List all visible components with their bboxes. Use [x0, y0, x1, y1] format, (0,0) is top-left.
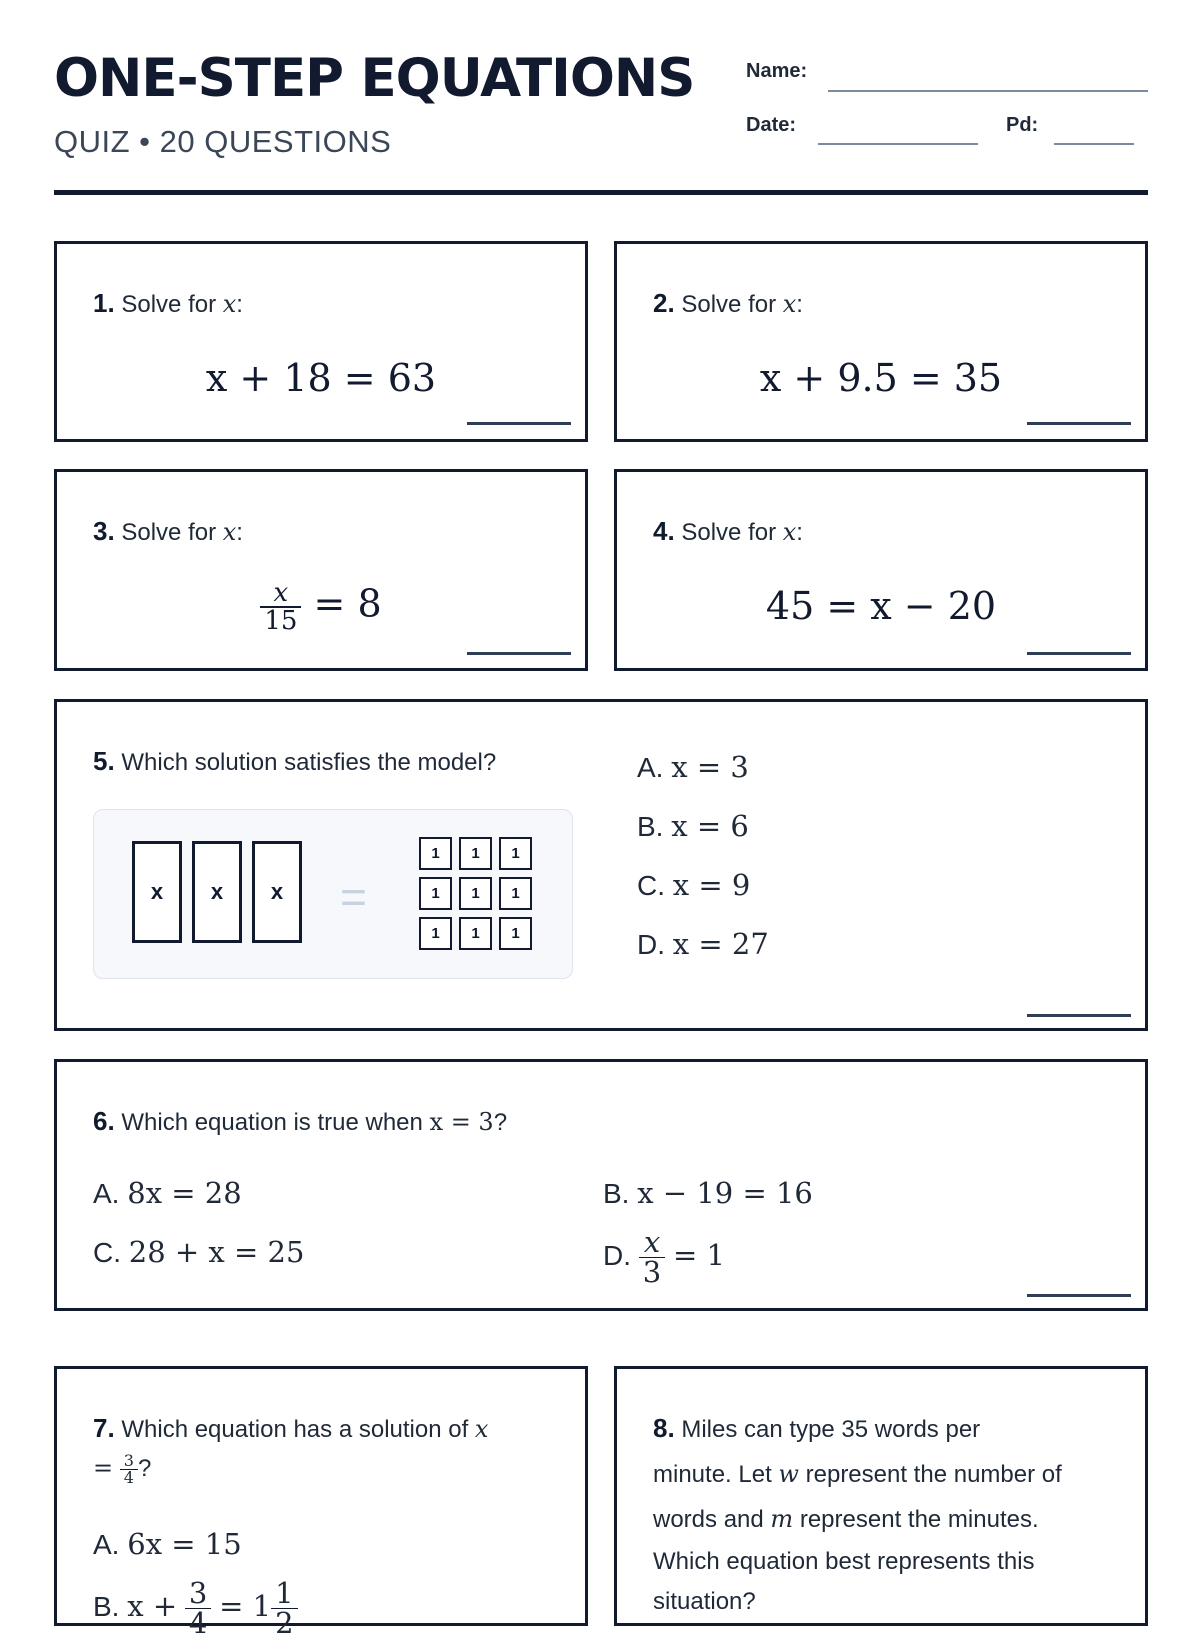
answer-line[interactable] [467, 422, 571, 425]
question-number: 5. [93, 746, 115, 776]
option-value: 28 + x = 25 [128, 1235, 305, 1269]
word-problem [653, 1406, 1133, 1622]
prompt-text: Solve for [121, 519, 217, 546]
option-value: = 1 [673, 1237, 725, 1272]
prompt-colon: : [236, 519, 243, 546]
condition: x = 3 [429, 1108, 494, 1136]
variable-m: m [770, 1505, 794, 1533]
question-card-2 [614, 241, 1148, 442]
question-number: 3. [93, 516, 115, 546]
option-letter: A. [637, 752, 664, 783]
question-mark: ? [493, 1109, 508, 1136]
question-prompt [653, 288, 803, 319]
option-letter: B. [637, 811, 664, 842]
option-value: x = 3 [671, 750, 749, 784]
option-value: 6x = 15 [127, 1527, 242, 1561]
period-label: Pd: [1006, 114, 1039, 136]
question-prompt [93, 746, 496, 777]
answer-line[interactable] [1027, 1014, 1131, 1017]
question-card-3 [54, 469, 588, 671]
option-a[interactable] [637, 750, 749, 784]
prompt-text: Solve for [681, 519, 777, 546]
option-letter: A. [93, 1178, 120, 1209]
question-prompt [93, 288, 243, 319]
unit-tile: 1 [419, 837, 452, 870]
option-value: x = 9 [672, 868, 751, 902]
fraction [260, 580, 301, 634]
equation [57, 580, 585, 634]
variable: x [222, 290, 237, 318]
answer-line[interactable] [1027, 422, 1131, 425]
fraction [185, 1576, 211, 1640]
date-label: Date: [746, 114, 797, 136]
prompt-colon: : [236, 291, 243, 318]
option-value: x = 6 [671, 809, 749, 843]
algebra-tile-model [93, 809, 573, 979]
word-problem-line [653, 1497, 1133, 1542]
variable: x [474, 1415, 489, 1443]
question-card-5 [54, 699, 1148, 1031]
prompt-colon: : [796, 519, 803, 546]
variable: x [782, 518, 797, 546]
unit-tile: 1 [459, 877, 492, 910]
variable: x [222, 518, 237, 546]
question-prompt [93, 516, 243, 547]
page-subtitle: QUIZ • 20 QUESTIONS [54, 124, 392, 159]
equation [57, 356, 585, 400]
option-letter: C. [637, 870, 665, 901]
header-divider [54, 190, 1148, 195]
date-field[interactable] [818, 143, 978, 145]
question-number: 8. [653, 1413, 675, 1443]
unit-tile: 1 [499, 877, 532, 910]
question-number: 4. [653, 516, 675, 546]
fraction-numerator: x [639, 1228, 665, 1258]
question-number: 2. [653, 288, 675, 318]
question-card-8 [614, 1366, 1148, 1626]
question-card-1 [54, 241, 588, 442]
option-letter: D. [603, 1239, 631, 1271]
question-prompt [93, 1413, 488, 1444]
option-a[interactable] [93, 1176, 242, 1210]
mixed-fraction [271, 1576, 297, 1640]
unit-tile: 1 [499, 837, 532, 870]
question-prompt [93, 1106, 507, 1137]
line-text: situation? [653, 1588, 756, 1615]
equation-text: 45 = x − 20 [765, 584, 997, 628]
fraction-numerator: 1 [271, 1579, 297, 1609]
answer-line[interactable] [467, 652, 571, 655]
answer-line[interactable] [1027, 652, 1131, 655]
question-prompt-continued [93, 1453, 151, 1486]
name-label: Name: [746, 60, 808, 82]
question-card-4 [614, 469, 1148, 671]
period-field[interactable] [1054, 143, 1134, 145]
option-letter: C. [93, 1237, 121, 1268]
option-letter: B. [603, 1178, 630, 1209]
line-text: Which equation best represents this [653, 1548, 1035, 1575]
page-title: ONE-STEP EQUATIONS [54, 48, 695, 109]
fraction-denominator: 4 [188, 1606, 208, 1640]
option-b[interactable] [603, 1176, 813, 1210]
equation-text: x + 18 = 63 [205, 356, 437, 400]
question-number: 6. [93, 1106, 115, 1136]
option-letter: B. [93, 1590, 120, 1622]
line-text: represent the minutes. [799, 1506, 1039, 1533]
variable-w: w [778, 1460, 799, 1488]
option-value: = 1 [219, 1588, 272, 1623]
prompt-text: Which equation has a solution of [121, 1416, 469, 1443]
x-tile: x [132, 841, 182, 943]
prompt-text: Which solution satisfies the model? [121, 749, 497, 776]
name-field[interactable] [828, 90, 1148, 92]
unit-tile: 1 [499, 917, 532, 950]
question-mark: ? [137, 1454, 152, 1482]
equation [617, 356, 1145, 400]
x-tile: x [192, 841, 242, 943]
option-d[interactable] [637, 927, 769, 961]
fraction-numerator: 3 [185, 1579, 211, 1609]
fraction [120, 1453, 138, 1486]
fraction-denominator: 3 [642, 1255, 662, 1289]
prompt-text: Solve for [121, 291, 217, 318]
option-b[interactable] [93, 1576, 298, 1640]
unit-tile: 1 [459, 917, 492, 950]
line-text: represent the number of [805, 1461, 1062, 1488]
fraction [639, 1225, 665, 1289]
word-problem-line [653, 1542, 1133, 1582]
fraction-numerator: x [260, 580, 301, 608]
unit-tile: 1 [419, 917, 452, 950]
answer-line[interactable] [1027, 1294, 1131, 1297]
option-value: x − 19 = 16 [637, 1176, 813, 1210]
equals-sign: = [93, 1453, 114, 1482]
question-card-6 [54, 1059, 1148, 1311]
option-b[interactable] [637, 809, 749, 843]
unit-tile: 1 [419, 877, 452, 910]
prompt-colon: : [796, 291, 803, 318]
option-value: x = 27 [672, 927, 769, 961]
option-letter: D. [637, 929, 665, 960]
x-tile: x [252, 841, 302, 943]
option-value: x + [127, 1588, 178, 1623]
word-problem-line [653, 1582, 1133, 1622]
question-prompt [653, 516, 803, 547]
equation [617, 584, 1145, 628]
equation-text: x + 9.5 = 35 [759, 356, 1003, 400]
line-text: minute. Let [653, 1461, 772, 1488]
word-problem-line [653, 1452, 1133, 1497]
model-equals-sign: = [340, 871, 367, 923]
option-d[interactable] [603, 1225, 725, 1289]
prompt-text: Solve for [681, 291, 777, 318]
line-text: Miles can type 35 words per [681, 1416, 981, 1443]
fraction-numerator: 3 [120, 1453, 138, 1470]
option-value: 8x = 28 [127, 1176, 242, 1210]
option-letter: A. [93, 1529, 120, 1560]
line-text: words and [653, 1506, 764, 1533]
prompt-text: Which equation is true when [121, 1109, 423, 1136]
question-number: 1. [93, 288, 115, 318]
variable: x [782, 290, 797, 318]
fraction-denominator: 4 [123, 1468, 134, 1487]
option-c[interactable] [93, 1235, 304, 1269]
fraction-denominator: 15 [264, 606, 298, 636]
question-card-7 [54, 1366, 588, 1640]
question-number: 7. [93, 1413, 115, 1443]
word-problem-line [653, 1406, 1133, 1452]
fraction-denominator: 2 [275, 1606, 294, 1640]
option-c[interactable] [637, 868, 750, 902]
unit-tile: 1 [459, 837, 492, 870]
equation-rhs: = 8 [313, 581, 382, 626]
option-a[interactable] [93, 1527, 242, 1561]
